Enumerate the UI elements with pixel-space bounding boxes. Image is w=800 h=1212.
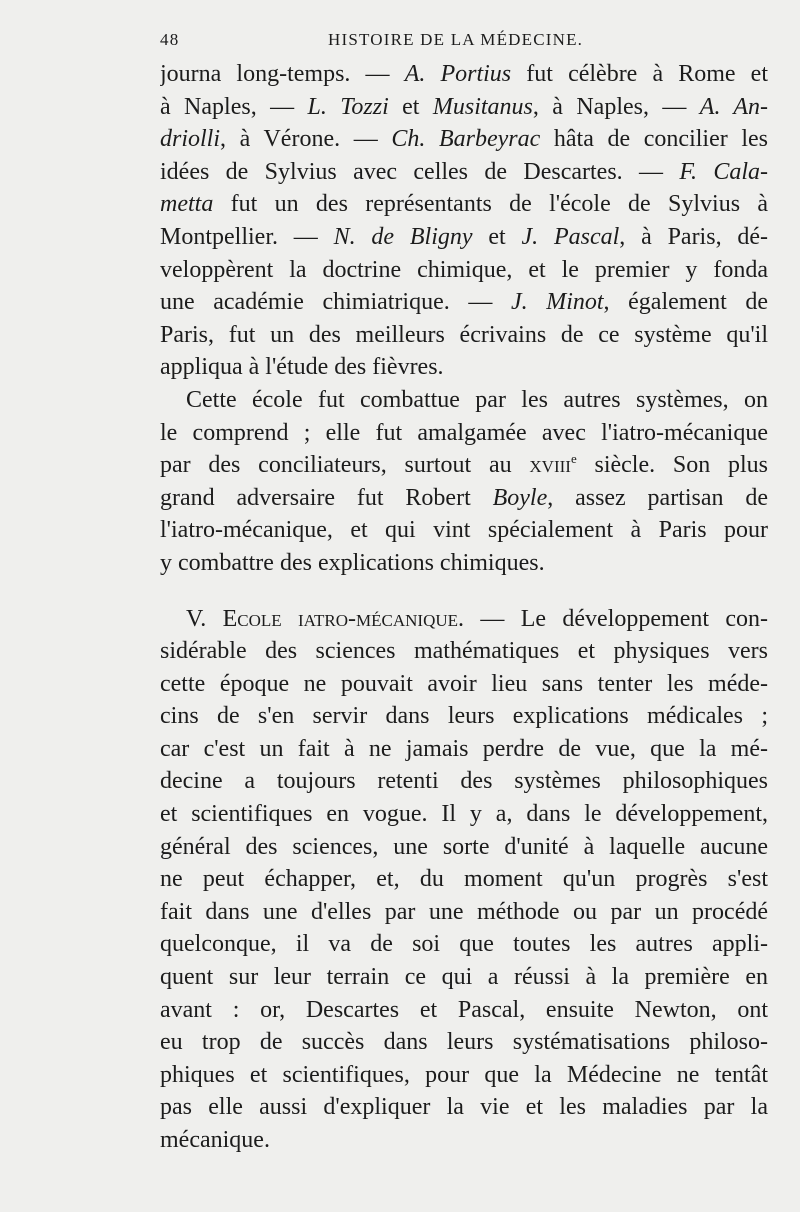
text-line: appliqua à l'étude des fièvres.	[160, 354, 444, 381]
person-name: Ch. Barbeyrac	[391, 126, 541, 153]
text-line: cins de s'en servir dans leurs explications médicales ;	[160, 703, 768, 730]
century-numeral: xviii	[529, 452, 571, 479]
text-line: à Naples, — L. Tozzi et Musitanus, à Naples, — A. An-	[160, 93, 768, 120]
person-name: Musitanus	[432, 93, 533, 120]
text-line: Cette école fut combattue par les autres systèmes, on	[186, 386, 768, 413]
person-name: metta	[160, 191, 214, 218]
page-body	[160, 58, 768, 1157]
text-line: y combattre des explications chimiques.	[160, 549, 545, 576]
text-line: eu trop de succès dans leurs systématisations philoso-	[160, 1029, 768, 1056]
running-header	[160, 30, 768, 54]
text-line: par des conciliateurs, surtout au xviii$^e$ siècle. Son plus	[160, 451, 768, 479]
text-line: et scientifiques en vogue. Il y a, dans le développement,	[160, 801, 768, 828]
text-line: metta fut un des représentants de l'école de Sylvius à	[160, 191, 768, 218]
text-line: l'iatro-mécanique, et qui vint spécialement à Paris pour	[160, 517, 768, 544]
running-title: HISTOIRE DE LA MÉDECINE.	[328, 30, 584, 49]
text-line: ne peut échapper, et, du moment qu'un progrès s'est	[160, 866, 768, 893]
text-line: pas elle aussi d'expliquer la vie et les maladies par la	[160, 1094, 768, 1121]
person-name: F. Cala-	[679, 158, 768, 185]
text-line: idées de Sylvius avec celles de Descartes. — F. Cala-	[160, 158, 768, 185]
person-name: J. Pascal	[521, 223, 620, 250]
section-heading: V. Ecole iatro-mécanique. —	[186, 605, 505, 632]
text-line: cette époque ne pouvait avoir lieu sans tenter les méde-	[160, 670, 768, 697]
text-line: journa long-temps. — A. Portius fut célèbre à Rome et	[160, 61, 768, 87]
person-name: J. Minot	[510, 289, 604, 316]
text-line: grand adversaire fut Robert Boyle, assez partisan de	[160, 484, 768, 511]
text-line: car c'est un fait à ne jamais perdre de vue, que la mé-	[160, 735, 768, 762]
paragraph-chemiatrists	[160, 58, 768, 384]
paragraph-boyle	[160, 384, 768, 580]
text-line: le comprend ; elle fut amalgamée avec l'iatro-mécanique	[160, 419, 768, 446]
text-line: Montpellier. — N. de Bligny et J. Pascal, à Paris, dé-	[160, 223, 768, 250]
person-name: N. de Bligny	[333, 223, 473, 250]
text-line: quelconque, il va de soi que toutes les autres appli-	[160, 931, 768, 958]
text-line: phiques et scientifiques, pour que la Médecine ne tentât	[160, 1061, 768, 1088]
person-name: A. Portius	[404, 61, 512, 87]
section-iatro-mecanique	[160, 603, 768, 1157]
text-line: Paris, fut un des meilleurs écrivains de ce système qu'il	[160, 321, 768, 348]
person-name: Boyle	[492, 484, 548, 511]
text-line: fait dans une d'elles par une méthode ou par un procédé	[160, 898, 768, 925]
text-line: sidérable des sciences mathématiques et physiques vers	[160, 638, 768, 665]
text-line: veloppèrent la doctrine chimique, et le premier y fonda	[160, 256, 768, 283]
text-line: decine a toujours retenti des systèmes philosophiques	[160, 768, 768, 795]
page-number: 48	[160, 30, 180, 49]
person-name: driolli	[160, 126, 221, 153]
text-line: avant : or, Descartes et Pascal, ensuite Newton, ont	[160, 996, 768, 1023]
text-line: une académie chimiatrique. — J. Minot, également de	[160, 289, 768, 316]
text-line: quent sur leur terrain ce qui a réussi à la première en	[160, 964, 768, 991]
text-line: mécanique.	[160, 1127, 270, 1153]
text-line: général des sciences, une sorte d'unité à laquelle aucune	[160, 833, 768, 860]
text-line: V. Ecole iatro-mécanique. — Le développement con-	[186, 605, 768, 632]
person-name: A. An-	[699, 93, 768, 120]
person-name: L. Tozzi	[307, 93, 389, 120]
text-line: driolli, à Vérone. — Ch. Barbeyrac hâta de concilier les	[160, 126, 768, 153]
